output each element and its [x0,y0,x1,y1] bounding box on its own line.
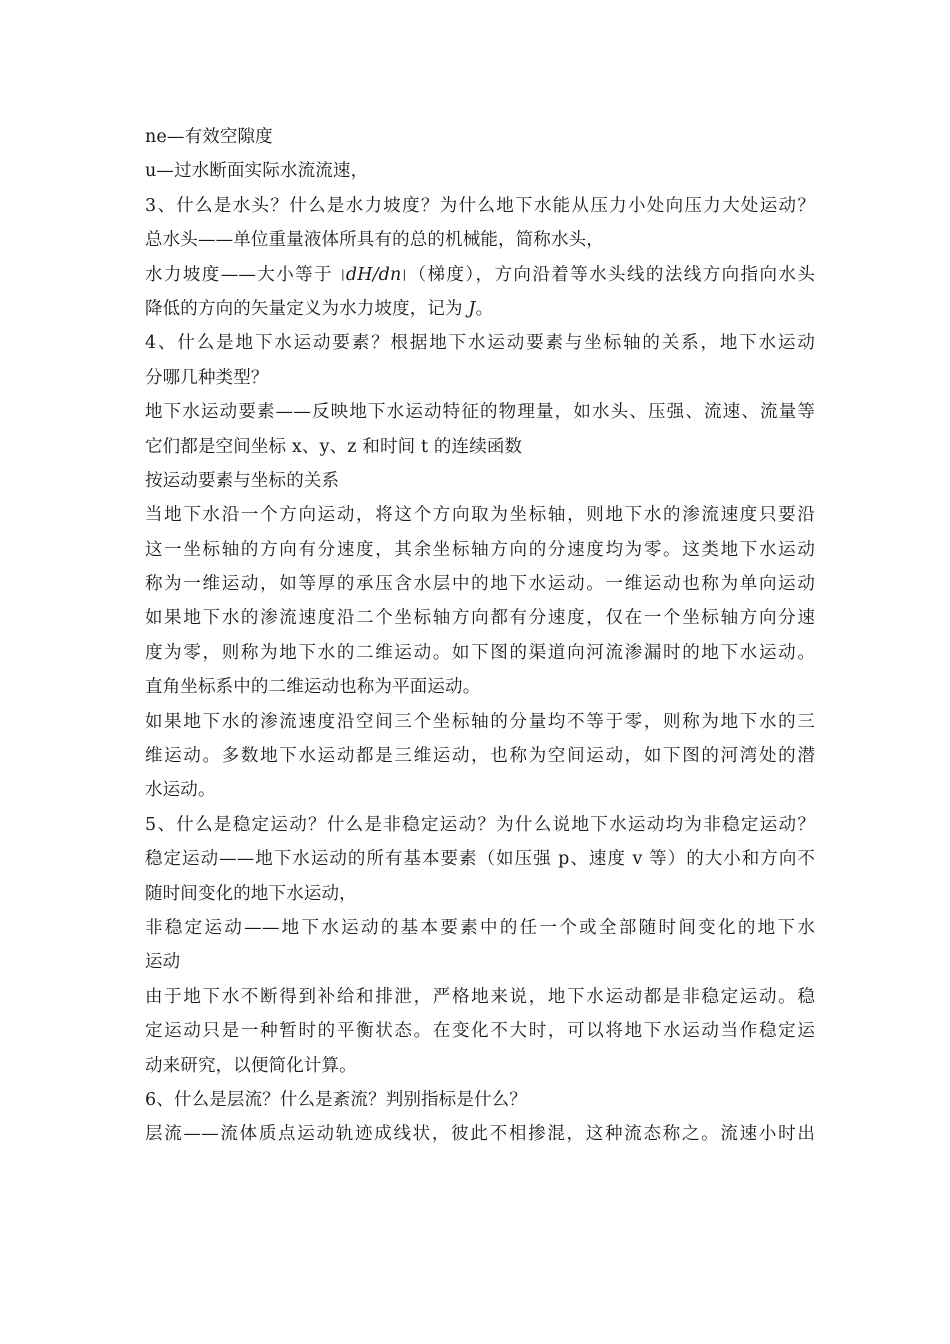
text-line: 水运动。 [145,780,216,801]
question-heading: 6、什么是层流？什么是紊流？判别指标是什么？ [145,1089,527,1110]
text-line: 动来研究，以便简化计算。 [145,1055,357,1076]
text-line: 当地下水沿一个方向运动，将这个方向取为坐标轴，则地下水的渗流速度只要沿 [145,505,815,526]
text-line: 随时间变化的地下水运动， [145,883,357,904]
text-line: 层流——流体质点运动轨迹成线状，彼此不相掺混，这种流态称之。流速小时出 [145,1124,815,1145]
text-line: 这一坐标轴的方向有分速度，其余坐标轴方向的分速度均为零。这类地下水运动 [145,539,815,560]
text-run: 。 [475,298,494,319]
text-line: 地下水运动要素——反映地下水运动特征的物理量，如水头、压强、流速、流量等 [145,402,815,423]
hydraulic-gradient-symbol: J [468,298,476,319]
text-line: 运动 [145,952,181,973]
text-line: 由于地下水不断得到补给和排泄，严格地来说，地下水运动都是非稳定运动。稳 [145,986,815,1007]
document-page [145,120,815,1152]
gradient-formula: dH/dn [345,264,402,285]
text-run: （梯度），方向沿着等水头线的法线方向指向水头 [407,264,815,285]
question-heading: 5、什么是稳定运动？什么是非稳定运动？为什么说地下水运动均为非稳定运动？ [145,814,815,835]
text-line: 它们都是空间坐标 x、y、z 和时间 t 的连续函数 [145,436,523,457]
question-heading: 4、什么是地下水运动要素？根据地下水运动要素与坐标轴的关系，地下水运动 [145,333,815,354]
text-line: 如果地下水的渗流速度沿二个坐标轴方向都有分速度，仅在一个坐标轴方向分速 [145,608,815,629]
text-line: 按运动要素与坐标的关系 [145,470,340,491]
text-line: 稳定运动——地下水运动的所有基本要素（如压强 p、速度 v 等）的大小和方向不 [145,849,815,870]
question-heading-cont: 分哪几种类型？ [145,367,269,388]
question-heading: 3、什么是水头？什么是水力坡度？为什么地下水能从压力小处向压力大处运动？ [145,195,815,216]
text-run: 降低的方向的矢量定义为水力坡度，记为 [145,298,469,319]
abs-bar-close: | [402,267,407,281]
abs-bar-open: | [341,267,345,281]
text-line-with-formula [145,258,815,292]
text-line: 定运动只是一种暂时的平衡状态。在变化不大时，可以将地下水运动当作稳定运 [145,1021,815,1042]
text-line: 总水头——单位重量液体所具有的总的机械能，简称水头， [145,230,604,251]
text-line: 称为一维运动，如等厚的承压含水层中的地下水运动。一维运动也称为单向运动 [145,574,815,595]
text-line: 维运动。多数地下水运动都是三维运动，也称为空间运动，如下图的河湾处的潜 [145,746,815,767]
text-line: 度为零，则称为地下水的二维运动。如下图的渠道向河流渗漏时的地下水运动。 [145,642,815,663]
text-line: 如果地下水的渗流速度沿空间三个坐标轴的分量均不等于零，则称为地下水的三 [145,711,815,732]
text-run: 水力坡度——大小等于 [145,264,340,285]
text-line: 直角坐标系中的二维运动也称为平面运动。 [145,677,481,698]
text-line: u—过水断面实际水流流速， [145,161,369,182]
text-line: ne—有效空隙度 [145,127,273,147]
text-line: 非稳定运动——地下水运动的基本要素中的任一个或全部随时间变化的地下水 [145,917,815,938]
text-line-with-symbol [145,292,815,326]
